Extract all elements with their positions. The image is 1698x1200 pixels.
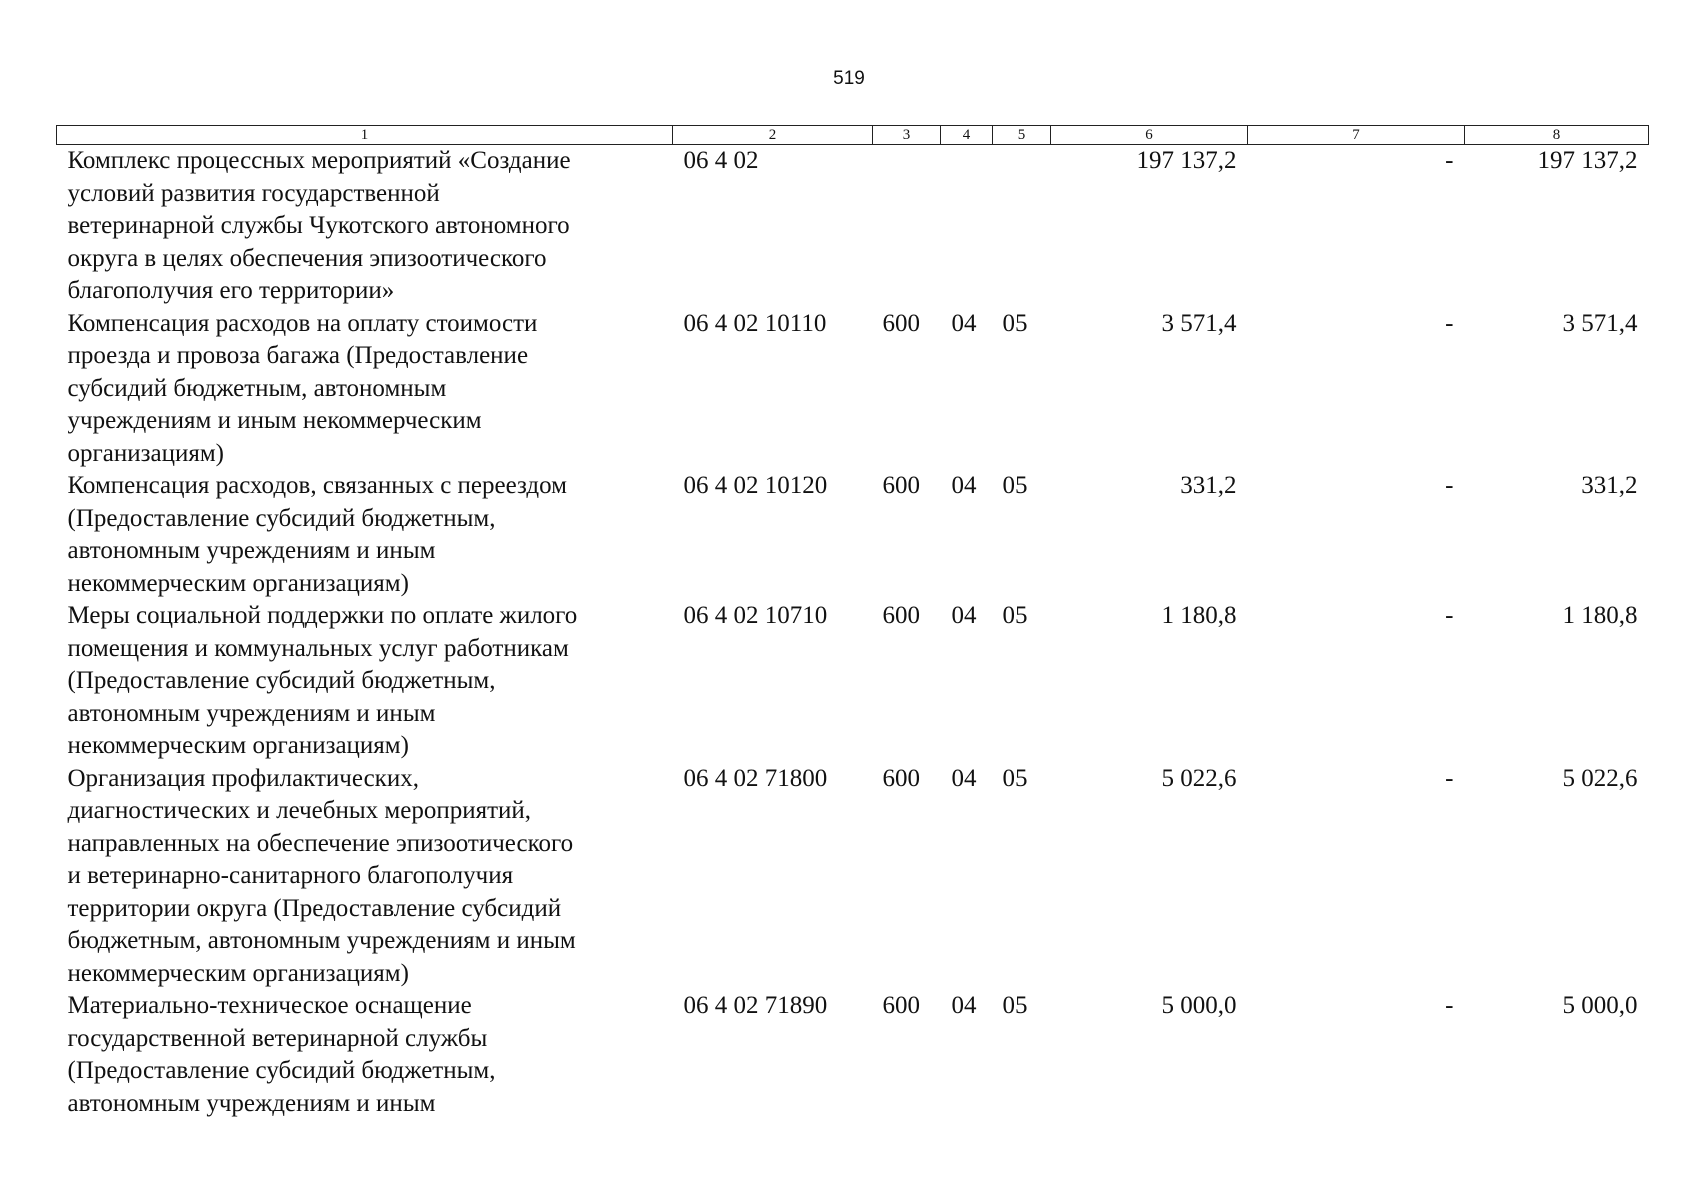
column-header-4: 4 (941, 126, 993, 145)
subsection-code: 05 (1002, 309, 1028, 337)
amount-column-6: 197 137,2 (1136, 147, 1237, 174)
amount-column-8: 5 000,0 (1562, 992, 1638, 1019)
expense-type-code: 600 (882, 309, 920, 337)
column-header-8: 8 (1465, 126, 1649, 145)
expense-item-name-line: некоммерческим организациям) (67, 569, 409, 597)
expense-item-name-line: Организация профилактических, (67, 764, 419, 792)
budget-table (56, 125, 1649, 1120)
table-body (57, 145, 1649, 1121)
classification-code: 06 4 02 10710 (683, 602, 828, 629)
subsection-code: 05 (1002, 472, 1028, 499)
section-code: 04 (951, 764, 977, 792)
section-code: 04 (951, 309, 977, 337)
amount-column-8: 331,2 (1581, 472, 1638, 499)
table-row (57, 308, 1649, 471)
amount-column-7: - (1445, 472, 1454, 499)
amount-column-7: - (1445, 309, 1454, 337)
subsection-code: 05 (1002, 764, 1028, 792)
expense-item-name (57, 600, 673, 763)
expense-item-name-line: некоммерческим организациям) (67, 732, 409, 759)
classification-code: 06 4 02 10120 (683, 472, 828, 499)
expense-type-code: 600 (882, 472, 920, 499)
subsection-code (993, 145, 1051, 308)
amount-column-6: 5 000,0 (1161, 992, 1237, 1019)
expense-item-name-line: автономным учреждениям и иным (67, 699, 436, 727)
expense-item-name-line: (Предоставление субсидий бюджетным, (67, 1057, 496, 1084)
column-header-5: 5 (993, 126, 1051, 145)
amount-column-6: 1 180,8 (1161, 602, 1237, 629)
expense-item-name-line: округа в целях обеспечения эпизоотического (67, 244, 547, 272)
expense-item-name-line: направленных на обеспечение эпизоотического (67, 829, 574, 857)
expense-item-name-line: субсидий бюджетным, автономным (67, 374, 447, 402)
expense-item-name-line: помещения и коммунальных услуг работникам (67, 634, 569, 662)
budget-table-container (56, 125, 1648, 1120)
table-row (57, 763, 1649, 991)
section-code: 04 (951, 602, 977, 629)
amount-column-7: - (1445, 147, 1454, 174)
expense-item-name-line: территории округа (Предоставление субсидий (67, 894, 562, 922)
expense-item-name-line: Компенсация расходов, связанных с переездом (67, 472, 567, 499)
table-row (57, 990, 1649, 1120)
subsection-code: 05 (1002, 602, 1028, 629)
expense-item-name-line: автономным учреждениям и иным (67, 537, 436, 564)
expense-item-name-line: проезда и провоза багажа (Предоставление (67, 342, 529, 369)
expense-type-code: 600 (882, 992, 920, 1019)
classification-code: 06 4 02 71800 (683, 764, 828, 792)
table-row (57, 600, 1649, 763)
expense-item-name (57, 470, 673, 600)
expense-item-name-line: благополучия его территории» (67, 277, 395, 304)
classification-code: 06 4 02 10110 (683, 309, 827, 337)
amount-column-7: - (1445, 602, 1454, 629)
expense-item-name-line: автономным учреждениям и иным (67, 1089, 436, 1117)
table-row (57, 145, 1649, 308)
amount-column-8: 5 022,6 (1562, 764, 1638, 792)
amount-column-7: - (1445, 764, 1454, 792)
expense-item-name-line: учреждениям и иным некоммерческим (67, 407, 482, 434)
amount-column-6: 5 022,6 (1161, 764, 1237, 792)
amount-column-7: - (1445, 992, 1454, 1019)
expense-item-name-line: ветеринарной службы Чукотского автономного (67, 212, 570, 239)
expense-item-name-line: организациям) (67, 439, 224, 467)
expense-item-name (57, 990, 673, 1120)
expense-item-name-line: диагностических и лечебных мероприятий, (67, 797, 532, 824)
column-header-1: 1 (57, 126, 673, 145)
expense-item-name-line: Компенсация расходов на оплату стоимости (67, 309, 538, 337)
column-header-3: 3 (873, 126, 941, 145)
column-header-7: 7 (1248, 126, 1465, 145)
amount-column-6: 331,2 (1180, 472, 1237, 499)
expense-item-name-line: некоммерческим организациям) (67, 959, 409, 987)
section-code (941, 145, 993, 308)
classification-code: 06 4 02 71890 (683, 992, 828, 1019)
expense-type-code (873, 145, 941, 308)
section-code: 04 (951, 992, 977, 1019)
expense-item-name-line: Комплекс процессных мероприятий «Создание (67, 147, 571, 174)
expense-item-name-line: государственной ветеринарной службы (67, 1024, 488, 1052)
expense-item-name (57, 308, 673, 471)
amount-column-8: 197 137,2 (1537, 147, 1638, 174)
expense-item-name-line: и ветеринарно-санитарного благополучия (67, 862, 514, 889)
expense-item-name-line: бюджетным, автономным учреждениям и иным (67, 927, 576, 954)
classification-code: 06 4 02 (683, 147, 759, 174)
expense-type-code: 600 (882, 602, 920, 629)
expense-item-name-line: Меры социальной поддержки по оплате жилого (67, 602, 578, 629)
subsection-code: 05 (1002, 992, 1028, 1019)
amount-column-8: 1 180,8 (1562, 602, 1638, 629)
column-number-row (57, 126, 1649, 145)
expense-item-name-line: условий развития государственной (67, 179, 440, 207)
table-row (57, 470, 1649, 600)
expense-item-name-line: Материально-техническое оснащение (67, 992, 472, 1019)
expense-type-code: 600 (882, 764, 920, 792)
section-code: 04 (951, 472, 977, 499)
expense-item-name-line: (Предоставление субсидий бюджетным, (67, 667, 496, 694)
expense-item-name (57, 145, 673, 308)
expense-item-name-line: (Предоставление субсидий бюджетным, (67, 504, 496, 532)
amount-column-6: 3 571,4 (1161, 309, 1237, 337)
page-number: 519 (833, 68, 865, 89)
column-header-6: 6 (1051, 126, 1248, 145)
table-header (57, 126, 1649, 145)
expense-item-name (57, 763, 673, 991)
amount-column-8: 3 571,4 (1562, 309, 1638, 337)
column-header-2: 2 (673, 126, 873, 145)
